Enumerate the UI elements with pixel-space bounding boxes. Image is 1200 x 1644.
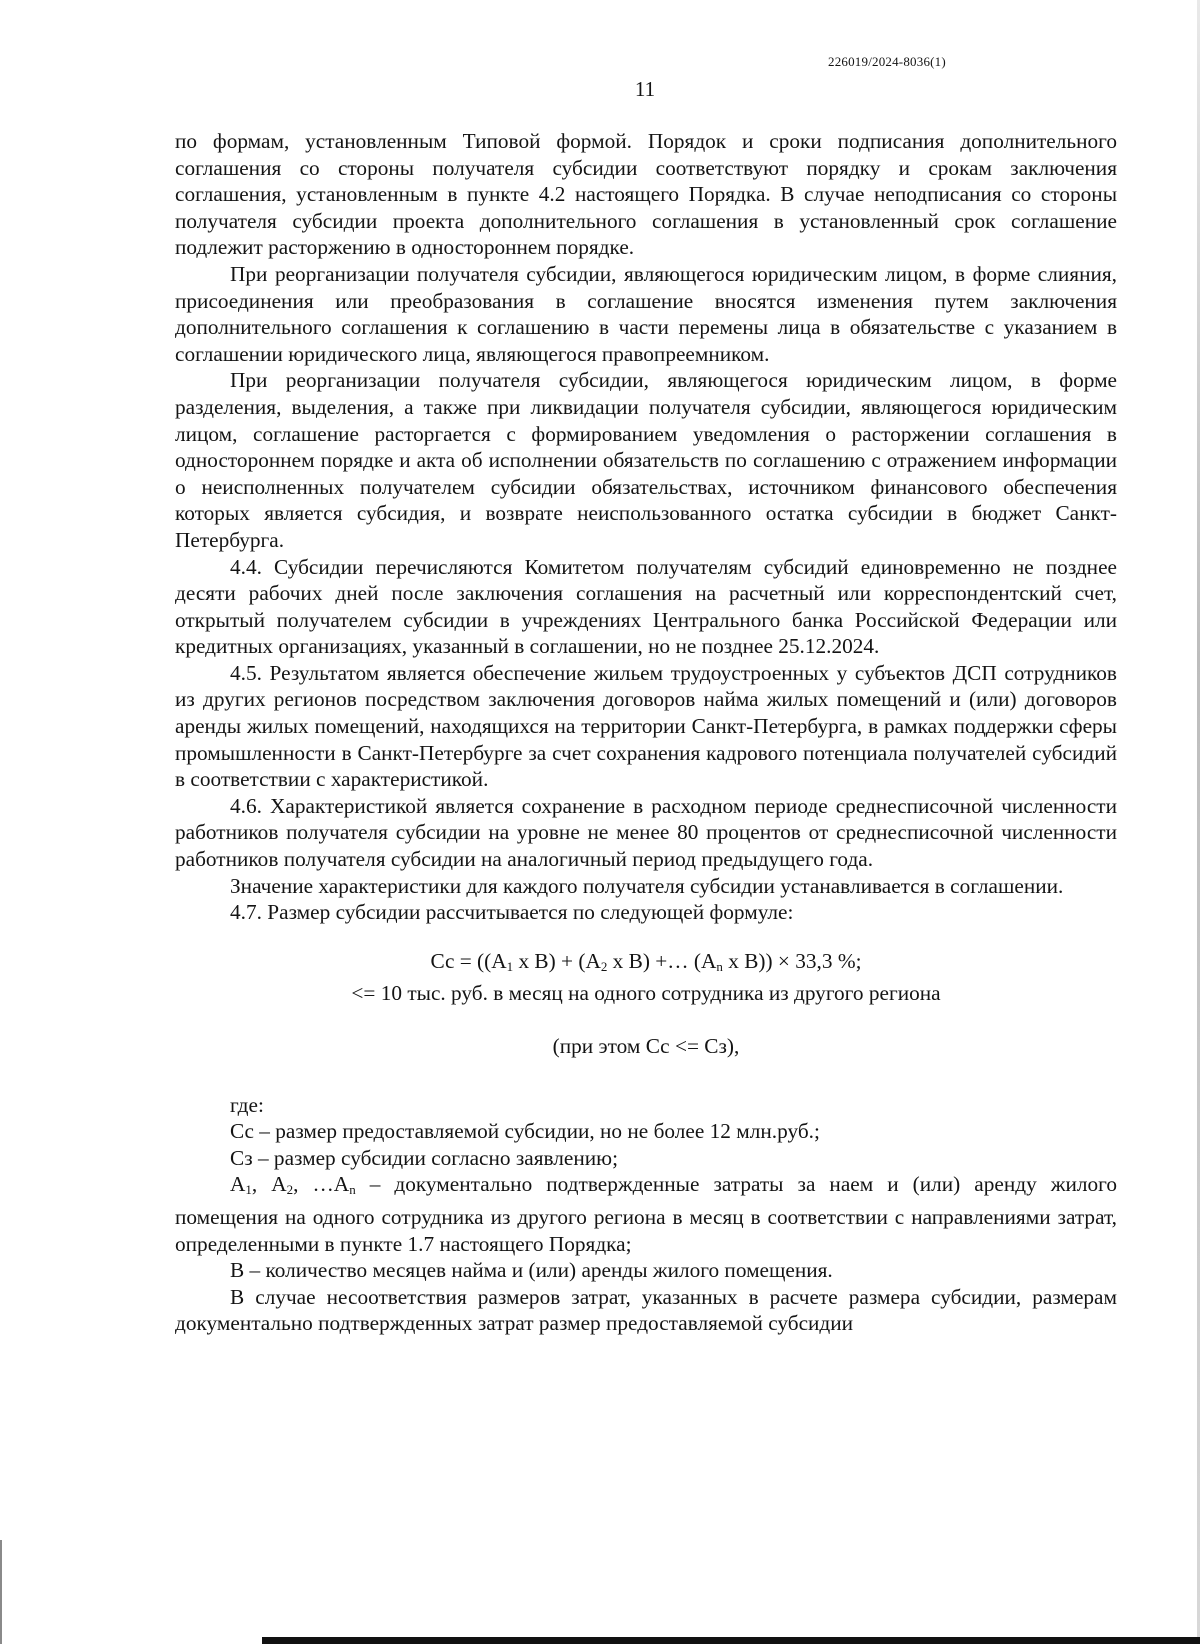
formula-limit: <= 10 тыс. руб. в месяц на одного сотрудника из другого региона	[351, 981, 941, 1006]
formula-main: Сс = (($А_1$ х $В) + (А_2$ х В) +… ($А_n$ х В)) × 33,3 %;	[430, 948, 862, 974]
paragraph-4-5: 4.5. Результатом является обеспечение жильем трудоустроенных у субъектов ДСП сотрудников из других регионов посредством заключения договоров найма жилых помещений и (или) договоров аренды жилых помещений, находящихся на территории Санкт-Петербурга, в рамках поддержки сферы промышленности в Санкт-Петербурге за счет сохранения кадрового потенциала получателей субсидий в соответствии с характеристикой.	[175, 660, 1117, 792]
definitions-where: где:	[230, 1092, 264, 1117]
scan-bottom-shadow	[262, 1637, 1200, 1644]
document-body	[175, 128, 1117, 1337]
paragraph-reorganization-merger: При реорганизации получателя субсидии, являющегося юридическим лицом, в форме слияния, присоединения или преобразования в соглашение вносятся изменения путем заключения дополнительного соглашения к соглашению в части перемены лица в обязательстве с указанием в соглашении юридического лица, являющегося правопреемником.	[175, 261, 1117, 366]
document-registration-number: 226019/2024-8036(1)	[828, 54, 946, 69]
paragraph-reorganization-division: При реорганизации получателя субсидии, являющегося юридическим лицом, в форме разделения, выделения, а также при ликвидации получателя субсидии, являющегося юридическим лицом, соглашение расторгается с формированием уведомления о расторжении соглашения в одностороннем порядке и акта об исполнении обязательств по соглашению с отражением информации о неисполненных получателем субсидии обязательствах, источником финансового обеспечения которых является субсидия, и возврате неиспользованного остатка субсидии в бюджет Санкт-Петербурга.	[175, 368, 1117, 552]
page-number: 11	[634, 77, 656, 101]
definition-b: В – количество месяцев найма и (или) аренды жилого помещения.	[230, 1258, 833, 1283]
definition-cz: Сз – размер субсидии согласно заявлению;	[230, 1145, 619, 1170]
paragraph-4-7: 4.7. Размер субсидии рассчитывается по следующей формуле:	[230, 900, 794, 925]
paragraph-4-4: 4.4. Субсидии перечисляются Комитетом получателям субсидий единовременно не позднее десяти рабочих дней после заключения соглашения на расчетный или корреспондентский счет, открытый получателем субсидии в учреждениях Центрального банка Российской Федерации или кредитных организациях, указанный в соглашении, но не позднее 25.12.2024.	[175, 554, 1117, 659]
paragraph-4-6: 4.6. Характеристикой является сохранение в расходном периоде среднесписочной численности работников получателя субсидии на уровне не менее 80 процентов от среднесписочной численности работников получателя субсидии на аналогичный период предыдущего года.	[175, 793, 1117, 872]
paragraph-mismatch: В случае несоответствия размеров затрат, указанных в расчете размера субсидии, размерам документально подтвержденных затрат размер предоставляемой субсидии	[175, 1284, 1117, 1336]
paragraph-continuation: по формам, установленным Типовой формой. Порядок и сроки подписания дополнительного соглашения со стороны получателя субсидии соответствуют порядку и срокам заключения соглашения, установленным в пункте 4.2 настоящего Порядка. В случае неподписания со стороны получателя субсидии проекта дополнительного соглашения в установленный срок соглашение подлежит расторжению в одностороннем порядке.	[175, 129, 1117, 260]
scan-edge-left	[0, 1540, 2, 1644]
formula-condition: (при этом Сс <= Сз),	[552, 1034, 740, 1058]
paragraph-characteristic-value: Значение характеристики для каждого получателя субсидии устанавливается в соглашении.	[230, 873, 1064, 898]
definition-a: $А_1$, $А_2$, $\dots А_n$ – документально подтвержденные затраты за наем и (или) аренду жилого помещения на одного сотрудника из другого региона в месяц в соответствии с направлениями затрат, определенными в пункте 1.7 настоящего Порядка;	[175, 1172, 1118, 1256]
definition-cc: Сс – размер предоставляемой субсидии, но не более 12 млн.руб.;	[230, 1119, 820, 1144]
